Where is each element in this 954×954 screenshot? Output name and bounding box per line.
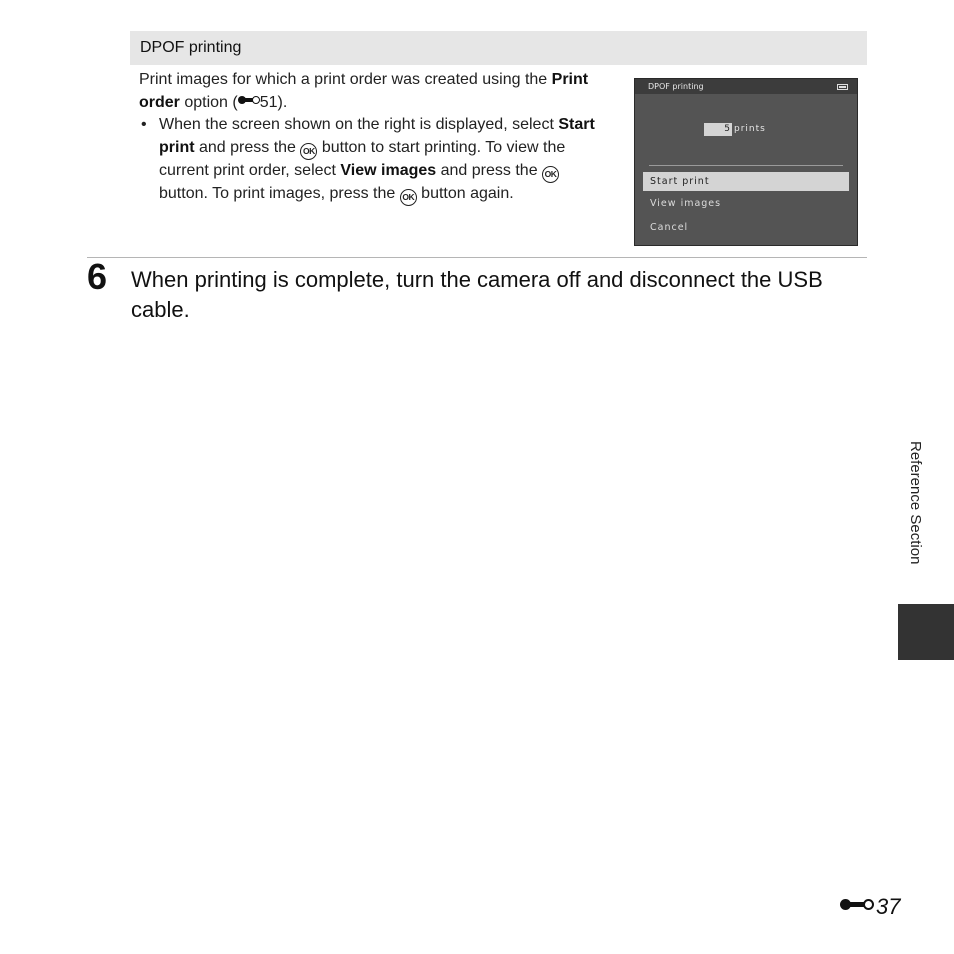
bullet-marker: •	[141, 116, 147, 134]
intro-paragraph	[139, 69, 609, 114]
page-number	[840, 894, 900, 920]
intro-text-end: ).	[277, 93, 288, 111]
print-count-label: prints	[734, 124, 766, 134]
step-text: When printing is complete, turn the camera off and disconnect the USB cable.	[131, 267, 823, 322]
camera-screen-illustration	[634, 78, 858, 246]
bullet-text: and press the	[436, 162, 543, 180]
print-count: 5	[704, 123, 732, 136]
bullet-text: button again.	[416, 185, 514, 203]
menu-option-start-print: Start print	[643, 172, 849, 191]
camera-divider	[649, 165, 843, 166]
bullet-item	[139, 114, 609, 206]
bullet-text: button to start printing. To view the current print order, select	[159, 139, 566, 180]
reference-icon	[840, 897, 874, 913]
ok-button-icon: OK	[542, 166, 559, 183]
bullet-text: button. To print images, press the	[159, 185, 400, 203]
camera-screen-title: DPOF printing	[635, 79, 857, 94]
view-images-term: View images	[340, 162, 437, 180]
bullet-text: and press the	[194, 139, 301, 157]
bullet-text: When the screen shown on the right is displayed, select	[159, 116, 559, 134]
menu-option-view-images: View images	[650, 198, 722, 209]
section-header	[130, 31, 867, 65]
print-order-term: Print order	[139, 71, 589, 111]
start-print-term: Start print	[159, 116, 595, 157]
intro-text: Print images for which a print order was created using the	[139, 71, 552, 88]
step-divider	[87, 257, 867, 258]
ok-button-icon: OK	[300, 143, 317, 160]
page-number-value: 37	[876, 894, 901, 919]
body-text	[139, 69, 609, 206]
reference-page: 51	[259, 93, 278, 111]
battery-icon	[837, 84, 848, 90]
ok-button-icon: OK	[400, 189, 417, 206]
side-section-label: Reference Section	[907, 441, 924, 565]
side-section-tab	[898, 604, 954, 660]
intro-text-after: option (	[179, 93, 238, 111]
section-title: DPOF printing	[140, 39, 242, 56]
menu-option-cancel: Cancel	[650, 222, 689, 233]
step-number: 6	[87, 256, 108, 297]
reference-icon	[238, 95, 260, 107]
